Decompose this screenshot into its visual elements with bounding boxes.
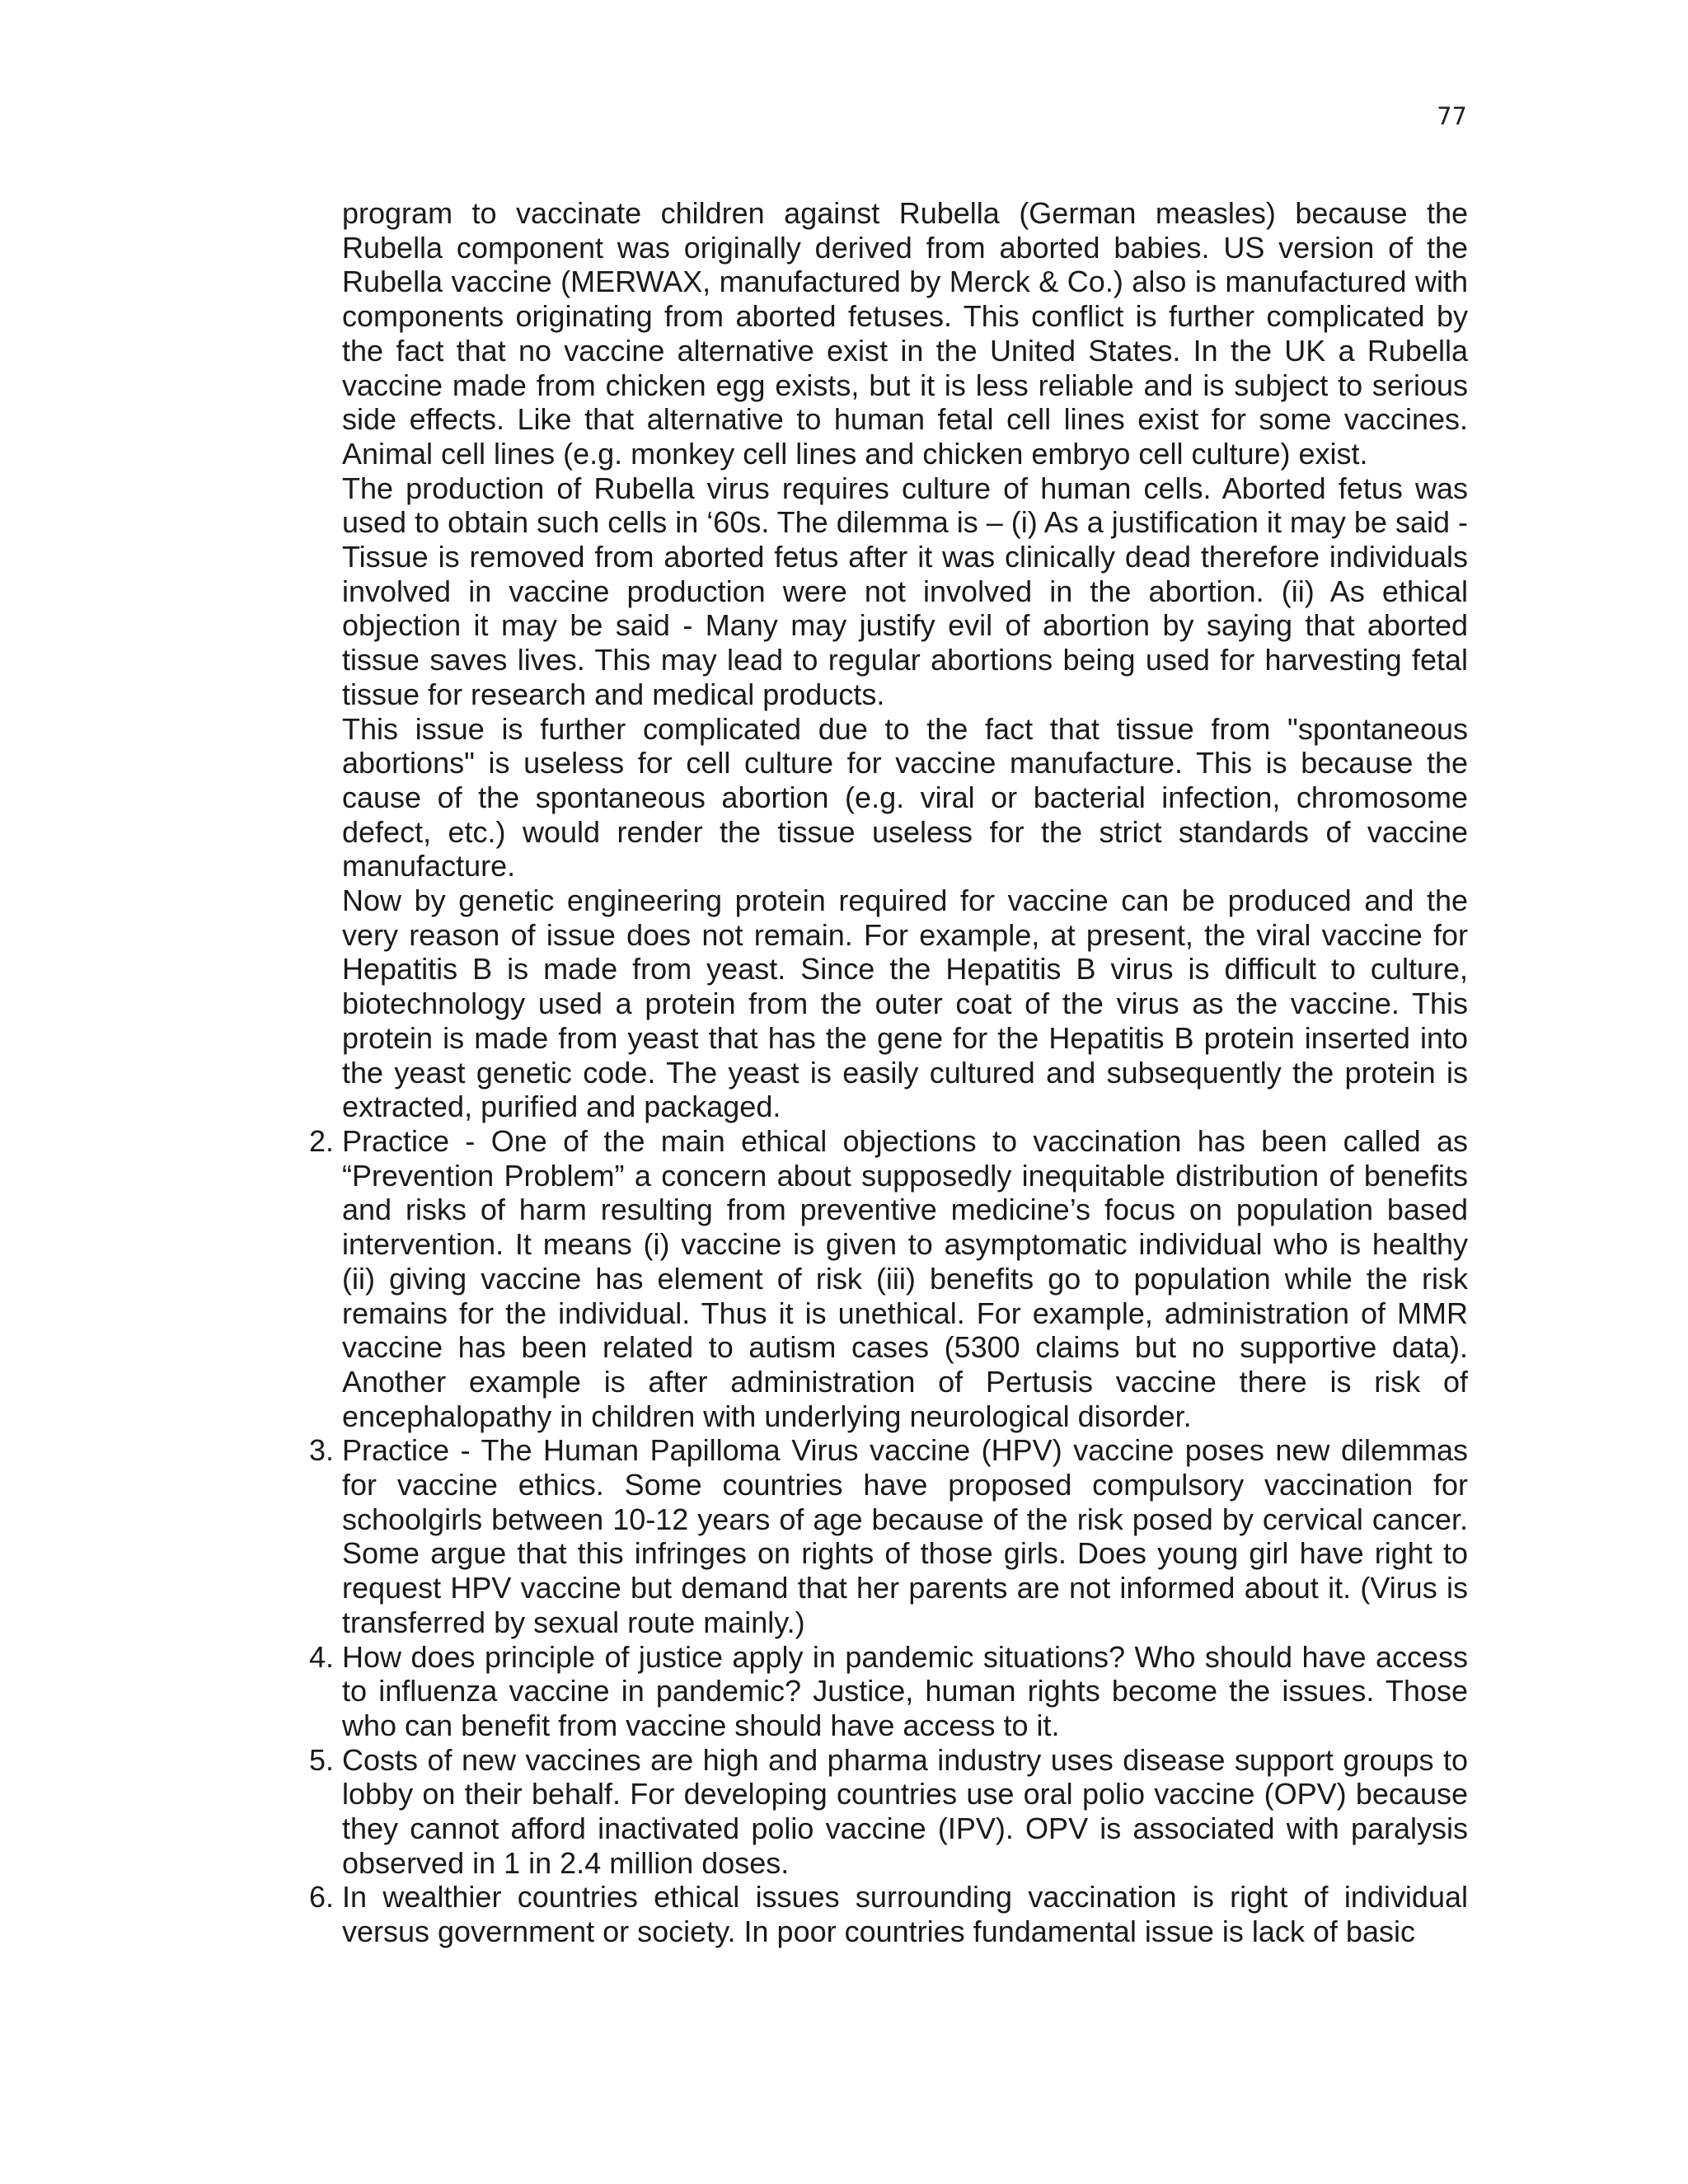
list-item-number: 6.: [308, 1880, 334, 1915]
paragraph: The production of Rubella virus requires culture of human cells. Aborted fetus was used to obtain such cells in ‘60s. The dilemma is – (i) As a justification it may be said - Tissue is removed from aborted fetus after it was clinically dead therefore individuals involved in vaccine production were not involved in the abortion. (ii) As ethical objection it may be said - Many may justify evil of abortion by saying that aborted tissue saves lives. This may lead to regular abortions being used for harvesting fetal tissue for research and medical products.: [342, 471, 1468, 711]
page-body: [308, 196, 1468, 1949]
list-item-text: How does principle of justice apply in pandemic situations? Who should have access to influenza vaccine in pandemic? Justice, human rights become the issues. Those who can benefit from vaccine should have access to it.: [342, 1639, 1468, 1742]
list-item-text: In wealthier countries ethical issues surrounding vaccination is right of individual versus government or society. In poor countries fundamental issue is lack of basic: [342, 1880, 1468, 1949]
list-item-number: 5.: [308, 1742, 334, 1777]
list-item-number: 4.: [308, 1639, 334, 1674]
list-item: [308, 1742, 1468, 1881]
page-number: 77: [1437, 102, 1467, 130]
list-item: [308, 1880, 1468, 1949]
paragraph: This issue is further complicated due to the fact that tissue from "spontaneous abortions" is useless for cell culture for vaccine manufacture. This is because the cause of the spontaneous abortion (e.g. viral or bacterial infection, chromosome defect, etc.) would render the tissue useless for the strict standards of vaccine manufacture.: [342, 711, 1468, 883]
list-item: [308, 1433, 1468, 1639]
list-item-number: 2.: [308, 1123, 334, 1158]
list-item: [308, 1123, 1468, 1433]
list-item-text: Practice - The Human Papilloma Virus vaccine (HPV) vaccine poses new dilemmas for vaccine ethics. Some countries have proposed compulsory vaccination for schoolgirls between 10-12 years of age because of the risk posed by cervical cancer. Some argue that this infringes on rights of those girls. Does young girl have right to request HPV vaccine but demand that her parents are not informed about it. (Virus is transferred by sexual route mainly.): [342, 1433, 1468, 1639]
numbered-list: [308, 1123, 1468, 1949]
list-item: [308, 1639, 1468, 1743]
list-item-text: Practice - One of the main ethical objections to vaccination has been called as “Prevention Problem” a concern about supposedly inequitable distribution of benefits and risks of harm resulting from preventive medicine’s focus on population based intervention. It means (i) vaccine is given to asymptomatic individual who is healthy (ii) giving vaccine has element of risk (iii) benefits go to population while the risk remains for the individual. Thus it is unethical. For example, administration of MMR vaccine has been related to autism cases (5300 claims but no supportive data). Another example is after administration of Pertusis vaccine there is risk of encephalopathy in children with underlying neurological disorder.: [342, 1123, 1468, 1433]
paragraph: Now by genetic engineering protein required for vaccine can be produced and the very reason of issue does not remain. For example, at present, the viral vaccine for Hepatitis B is made from yeast. Since the Hepatitis B virus is difficult to culture, biotechnology used a protein from the outer coat of the virus as the vaccine. This protein is made from yeast that has the gene for the Hepatitis B protein inserted into the yeast genetic code. The yeast is easily cultured and subsequently the protein is extracted, purified and packaged.: [342, 883, 1468, 1124]
list-item-text: Costs of new vaccines are high and pharma industry uses disease support groups to lobby on their behalf. For developing countries use oral polio vaccine (OPV) because they cannot afford inactivated polio vaccine (IPV). OPV is associated with paralysis observed in 1 in 2.4 million doses.: [342, 1742, 1468, 1880]
list-item-number: 3.: [308, 1433, 334, 1468]
paragraph: program to vaccinate children against Rubella (German measles) because the Rubella component was originally derived from aborted babies. US version of the Rubella vaccine (MERWAX, manufactured by Merck & Co.) also is manufactured with components originating from aborted fetuses. This conflict is further complicated by the fact that no vaccine alternative exist in the United States. In the UK a Rubella vaccine made from chicken egg exists, but it is less reliable and is subject to serious side effects. Like that alternative to human fetal cell lines exist for some vaccines. Animal cell lines (e.g. monkey cell lines and chicken embryo cell culture) exist.: [342, 196, 1468, 471]
